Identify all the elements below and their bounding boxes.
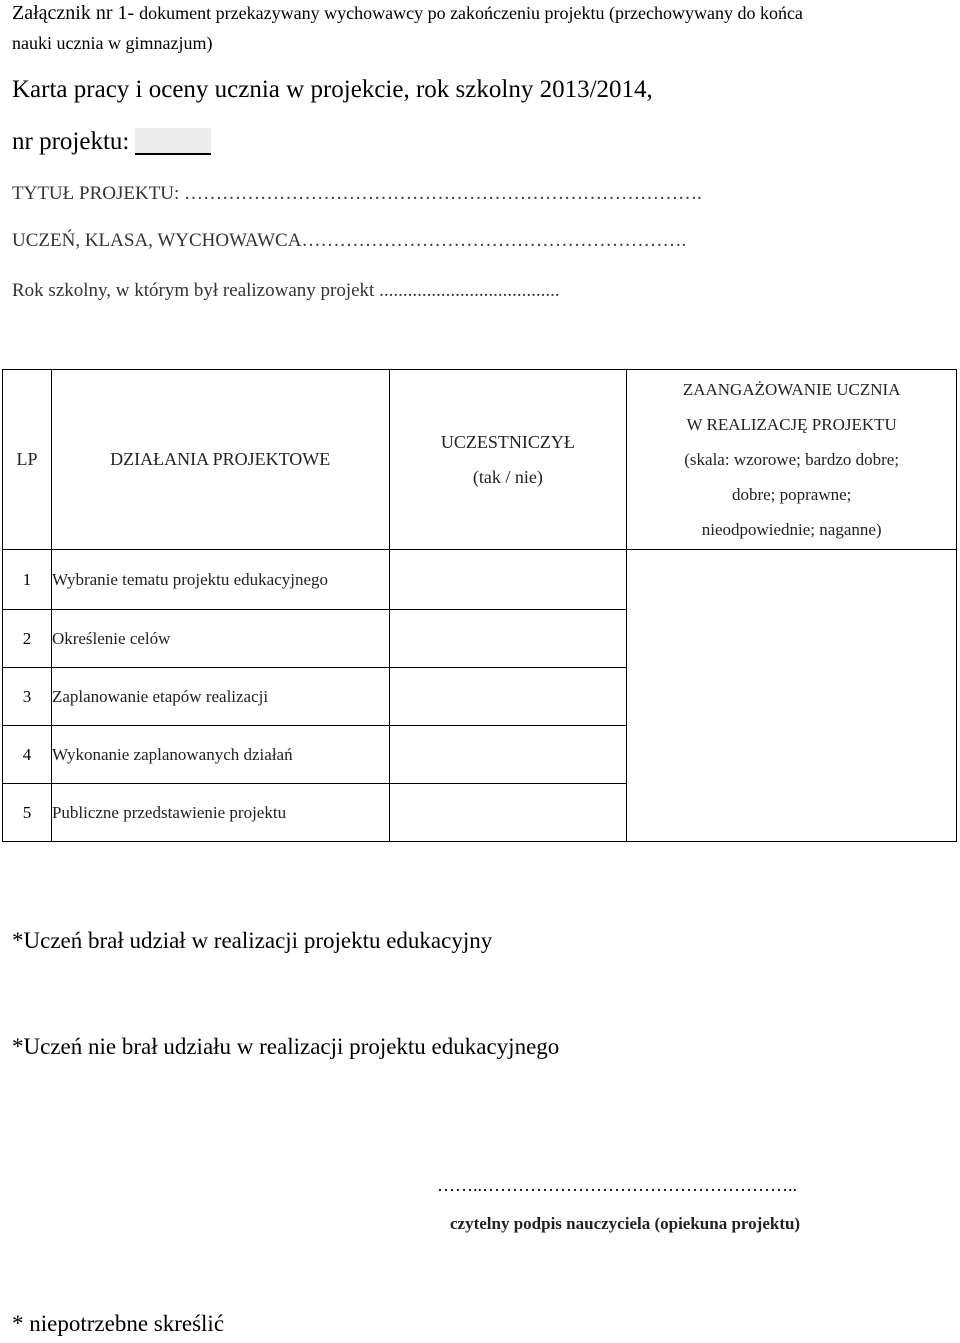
participated-cell[interactable] bbox=[389, 726, 627, 784]
table-row: 1 Wybranie tematu projektu edukacyjnego bbox=[3, 550, 957, 610]
card-title: Karta pracy i oceny ucznia w projekcie, rok szkolny 2013/2014, bbox=[12, 76, 653, 103]
project-number-blank[interactable] bbox=[135, 128, 211, 155]
participated-cell[interactable] bbox=[389, 550, 627, 610]
header-actions: DZIAŁANIA PROJEKTOWE bbox=[51, 370, 389, 550]
table-row: 2 Określenie celów bbox=[3, 610, 957, 668]
project-actions-table bbox=[2, 369, 957, 842]
participated-cell[interactable] bbox=[389, 668, 627, 726]
school-year-field: Rok szkolny, w którym był realizowany projekt ...................................... bbox=[12, 280, 560, 301]
signature-label: czytelny podpis nauczyciela (opiekuna projektu) bbox=[450, 1214, 801, 1233]
table-row: 4 Wykonanie zaplanowanych działań bbox=[3, 726, 957, 784]
engagement-cell[interactable] bbox=[627, 550, 957, 842]
table-header-row bbox=[3, 370, 957, 550]
footnote: * niepotrzebne skreślić bbox=[12, 1311, 225, 1336]
annex-title: Załącznik nr 1- dokument przekazywany wychowawcy po zakończeniu projektu (przechowywany do końca bbox=[12, 2, 803, 24]
note-took-part: *Uczeń brał udział w realizacji projektu edukacyjny bbox=[12, 928, 493, 953]
header-engagement: ZAANGAŻOWANIE UCZNIA W REALIZACJĘ PROJEKTU (skala: wzorowe; bardzo dobre; dobre; poprawne; nieodpowiednie; naganne) bbox=[627, 370, 957, 550]
signature-line: ……..…………………………………………….. bbox=[437, 1175, 797, 1195]
header-lp: LP bbox=[3, 370, 52, 550]
participated-cell[interactable] bbox=[389, 610, 627, 668]
student-class-teacher-field: UCZEŃ, KLASA, WYCHOWAWCA……………………………………………………. bbox=[12, 230, 687, 251]
note-not-took-part: *Uczeń nie brał udziału w realizacji projektu edukacyjnego bbox=[12, 1034, 560, 1059]
project-title-field: TYTUŁ PROJEKTU: ………………………………………………………………………. bbox=[12, 183, 702, 204]
table-row: 5 Publiczne przedstawienie projektu bbox=[3, 784, 957, 842]
annex-desc-continued: nauki ucznia w gimnazjum) bbox=[12, 33, 213, 53]
participated-cell[interactable] bbox=[389, 784, 627, 842]
project-number-field: nr projektu: bbox=[12, 128, 211, 156]
header-participated: UCZESTNICZYŁ (tak / nie) bbox=[389, 370, 627, 550]
table-row: 3 Zaplanowanie etapów realizacji bbox=[3, 668, 957, 726]
